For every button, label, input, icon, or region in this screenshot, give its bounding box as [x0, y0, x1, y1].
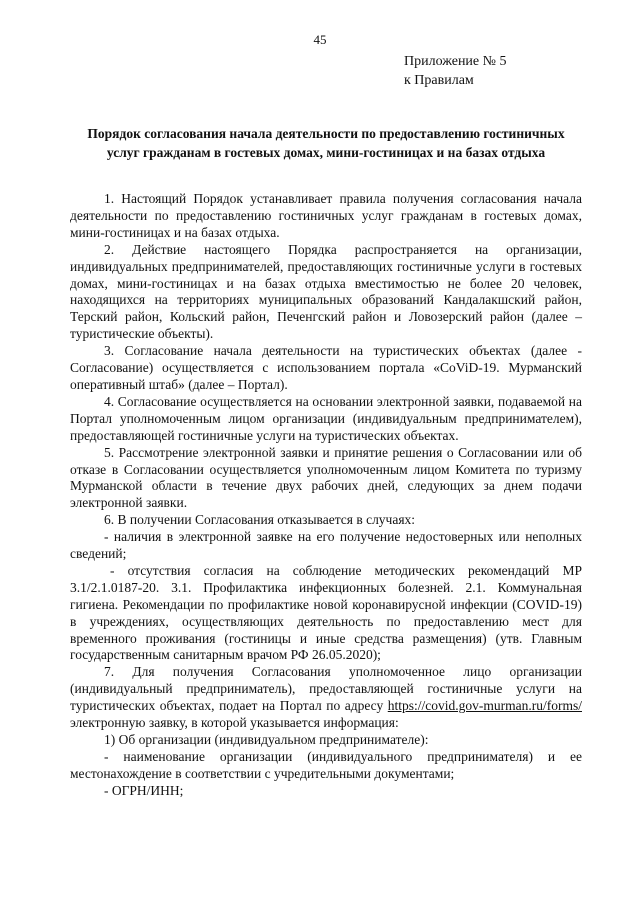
paragraph-7 — [70, 664, 582, 732]
appendix-line-1: Приложение № 5 — [404, 54, 507, 69]
paragraph-7-text-start: 7. Для получения Согласования уполномоченное лицо организации (индивидуальный предприниматель), предоставляющей гостиничные услуги на туристических объектах, подает на Портал по адресу — [70, 664, 582, 714]
paragraph-7-item-1: 1) Об организации (индивидуальном предпринимателе): — [104, 732, 429, 747]
paragraph-6: 6. В получении Согласования отказывается в случаях: — [104, 512, 416, 528]
document-title: Порядок согласования начала деятельности по предоставлению гостиничных услуг гражданам в гостевых домах, мини-гостиницах и на базах отдыха — [87, 126, 565, 160]
paragraph-6-item-b: - отсутствия согласия на соблюдение методических рекомендаций МР 3.1/2.1.0187-20. 3.1. Профилактика инфекционных болезней. 2.1. Коммунальная гигиена. Рекомендации по профилактике новой коронавирусной инфекции (COVID-19) в учреждениях, осуществляющих деятельность по предоставлению мест для временного проживания (гостиницы и иные средства размещения) (утв. Главным государственным санитарным врачом РФ 26.05.2020); — [70, 562, 582, 663]
paragraph-1: 1. Настоящий Порядок устанавливает правила получения согласования начала деятельности по предоставлению гостиничных услуг гражданам в гостевых домах, мини-гостиницах и на базах отдыха. — [70, 191, 582, 240]
paragraph-4: 4. Согласование осуществляется на основании электронной заявки, подаваемой на Портал уполномоченным лицом организации (индивидуальным предпринимателем), предоставляющей гостиничные услуги на туристических объектах. — [70, 393, 582, 443]
document-body — [70, 191, 582, 800]
appendix-header — [404, 52, 507, 90]
page-number: 45 — [313, 32, 327, 47]
paragraph-5: 5. Рассмотрение электронной заявки и принятие решения о Согласовании или об отказе в Согласовании осуществляется уполномоченным лицом Комитета по туризму Мурманской области в течение двух рабочих дней, следующих за днем подачи электронной заявки. — [70, 444, 582, 511]
paragraph-7-item-1b: - ОГРН/ИНН; — [104, 782, 184, 798]
paragraph-2: 2. Действие настоящего Порядка распространяется на организации, индивидуальных предпринимателей, предоставляющих гостиничные услуги в гостевых домах, мини-гостиницах и на базах отдыха вместимостью не более 20 человек, находящихся на территориях муниципальных образований Кандалакшский район, Терский район, Кольский район, Печенгский район и Ловозерский район (далее – туристические объекты). — [70, 241, 582, 342]
paragraph-3: 3. Согласование начала деятельности на туристических объектах (далее - Согласование) осуществляется с использованием портала «CoViD-19. Мурманский оперативный штаб» (далее – Портал). — [70, 343, 582, 392]
paragraph-7-text-end: электронную заявку, в которой указывается информация: — [70, 715, 399, 731]
paragraph-7-item-1a: - наименование организации (индивидуального предпринимателя) и ее местонахождение в соответствии с учредительными документами; — [70, 748, 582, 781]
paragraph-6-item-a: - наличия в электронной заявке на его получение недостоверных или неполных сведений; — [70, 529, 582, 562]
appendix-line-2: к Правилам — [404, 73, 474, 88]
portal-link[interactable]: https://covid.gov-murman.ru/forms/ — [387, 698, 582, 714]
